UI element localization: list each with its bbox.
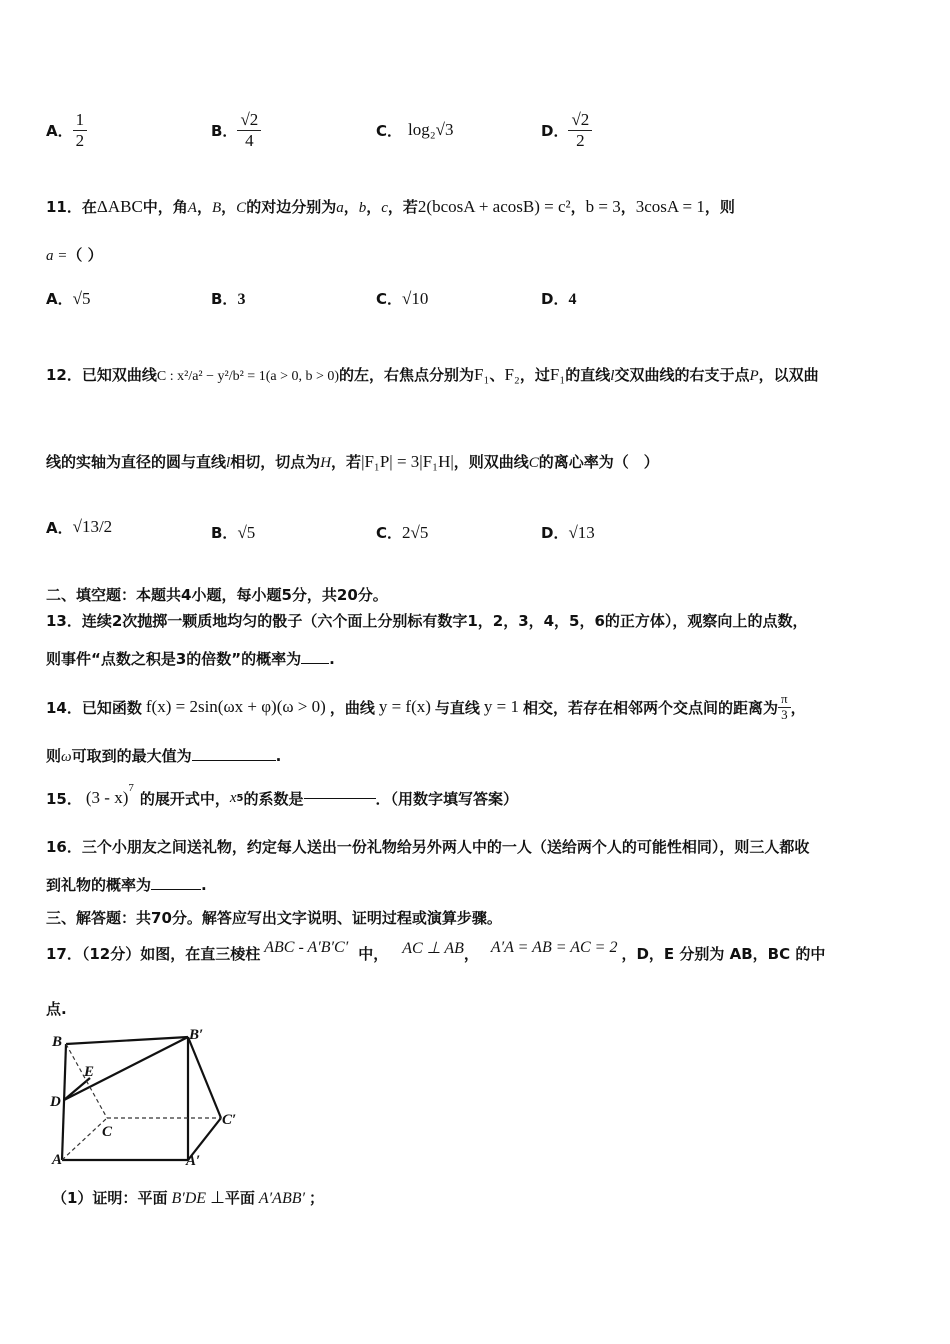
q12-option-d: D．√13 <box>541 523 595 542</box>
q11-option-a: A．√5 <box>46 289 91 308</box>
vertex-label-a-prime: A′ <box>186 1153 201 1169</box>
q12-option-b: B．√5 <box>211 523 256 542</box>
q14-line1: 14． 已知函数 f(x) = 2sin(ωx + φ)(ω > 0) ，曲线 y = f(x) 与直线 y = 1 相交，若存在相邻两个交点间的距离为 $\frac{\pi}{3}$ ， <box>46 690 806 722</box>
answer-blank[interactable] <box>192 760 276 761</box>
q10-option-c <box>376 104 454 156</box>
q14-line2: 则ω可取到的最大值为 . <box>46 747 282 765</box>
q13-line1: 13．连续2次抛掷一颗质地均匀的骰子（六个面上分别标有数字1，2，3，4，5，6的正方体），观察向上的点数， <box>46 612 808 630</box>
q11-option-b: B．3 <box>211 290 246 308</box>
answer-blank[interactable] <box>151 889 201 890</box>
q17-line1: 17．（12分）如图，在直三棱柱 ABC - A′B′C′ 中， AC ⊥ AB ， A′A = AB = AC = 2 ，D，E 分别为 AB，BC 的中 <box>46 939 826 963</box>
edge-DB1 <box>64 1037 188 1100</box>
q10-option-a <box>46 104 87 156</box>
vertex-label-e: E <box>84 1064 95 1080</box>
vertex-label-d: D <box>50 1094 61 1110</box>
prism-solid-edges <box>62 1037 221 1160</box>
q16-line2: 到礼物的概率为 . <box>46 876 207 894</box>
q11-stem: 11．在ΔABC中，角A，B，C的对边分别为a，b，c，若2(bcosA + acosB) = c²，b = 3，3cosA = 1，则 <box>46 197 735 216</box>
q17-line2: 点. <box>46 1000 67 1018</box>
edge-B1C1 <box>188 1037 221 1118</box>
section-heading-solutions: 三、解答题：共70分。解答应写出文字说明、证明过程或演算步骤。 <box>46 909 502 927</box>
vertex-label-a: A <box>52 1152 63 1168</box>
q11-option-c: C．√10 <box>376 289 429 308</box>
edge-BA <box>62 1044 66 1160</box>
fraction: $\frac{1}{2}$ <box>73 110 88 150</box>
option-value: √13/2 <box>72 517 113 536</box>
fraction: $\frac{\pi}{3}$ <box>778 692 791 723</box>
vertex-label-c: C <box>102 1124 113 1140</box>
q12-option-a: A． √13/2 <box>46 517 113 537</box>
option-label: D． <box>541 121 569 140</box>
answer-blank[interactable] <box>301 663 329 664</box>
q12-option-c: C．2√5 <box>376 523 429 542</box>
option-label: A． <box>46 121 73 140</box>
q13-line2: 则事件“点数之积是3的倍数”的概率为 . <box>46 650 335 668</box>
option-label: C． <box>376 121 403 140</box>
edge-AC <box>62 1118 107 1160</box>
option-label: B． <box>211 121 238 140</box>
answer-blank[interactable] <box>304 798 376 799</box>
fraction: $\frac{√2}{4}$ <box>237 110 261 150</box>
q11-ask: a =（ ） <box>46 246 103 264</box>
q15: 15． (3 - x) $^7$ 的展开式中， x 5 的系数是 ．（用数字填写答案） <box>46 782 519 808</box>
option-value: log₂√3 <box>408 120 454 139</box>
q12-stem-line2: 线的实轴为直径的圆与直线l相切，切点为H，若|F₁P| = 3|F₁H|，则双曲线C的离心率为（ ） <box>46 452 659 471</box>
q10-option-d <box>541 104 592 156</box>
section-heading-fill-in: 二、填空题：本题共4小题，每小题5分，共20分。 <box>46 586 388 604</box>
vertex-label-b-prime: B′ <box>189 1027 204 1043</box>
fraction: $\frac{√2}{2}$ <box>568 110 592 150</box>
prism-figure <box>44 1026 254 1176</box>
edge-BB1 <box>66 1037 188 1044</box>
vertex-label-b: B <box>52 1034 63 1050</box>
q12-stem-line1: 12．已知双曲线C : x²/a² − y²/b² = 1(a > 0, b > 0)的左，右焦点分别为F₁、F₂，过F₁的直线l交双曲线的右支于点P，以双曲 <box>46 365 819 384</box>
q11-option-d: D．4 <box>541 290 577 308</box>
q17-part1: （1）证明：平面 B′DE ⊥平面 A′ABB′ ； <box>52 1188 324 1207</box>
vertex-label-c-prime: C′ <box>222 1112 237 1128</box>
q16-line1: 16．三个小朋友之间送礼物，约定每人送出一份礼物给另外两人中的一人（送给两个人的可能性相同），则三人都收 <box>46 838 810 856</box>
q10-option-b <box>211 104 261 156</box>
